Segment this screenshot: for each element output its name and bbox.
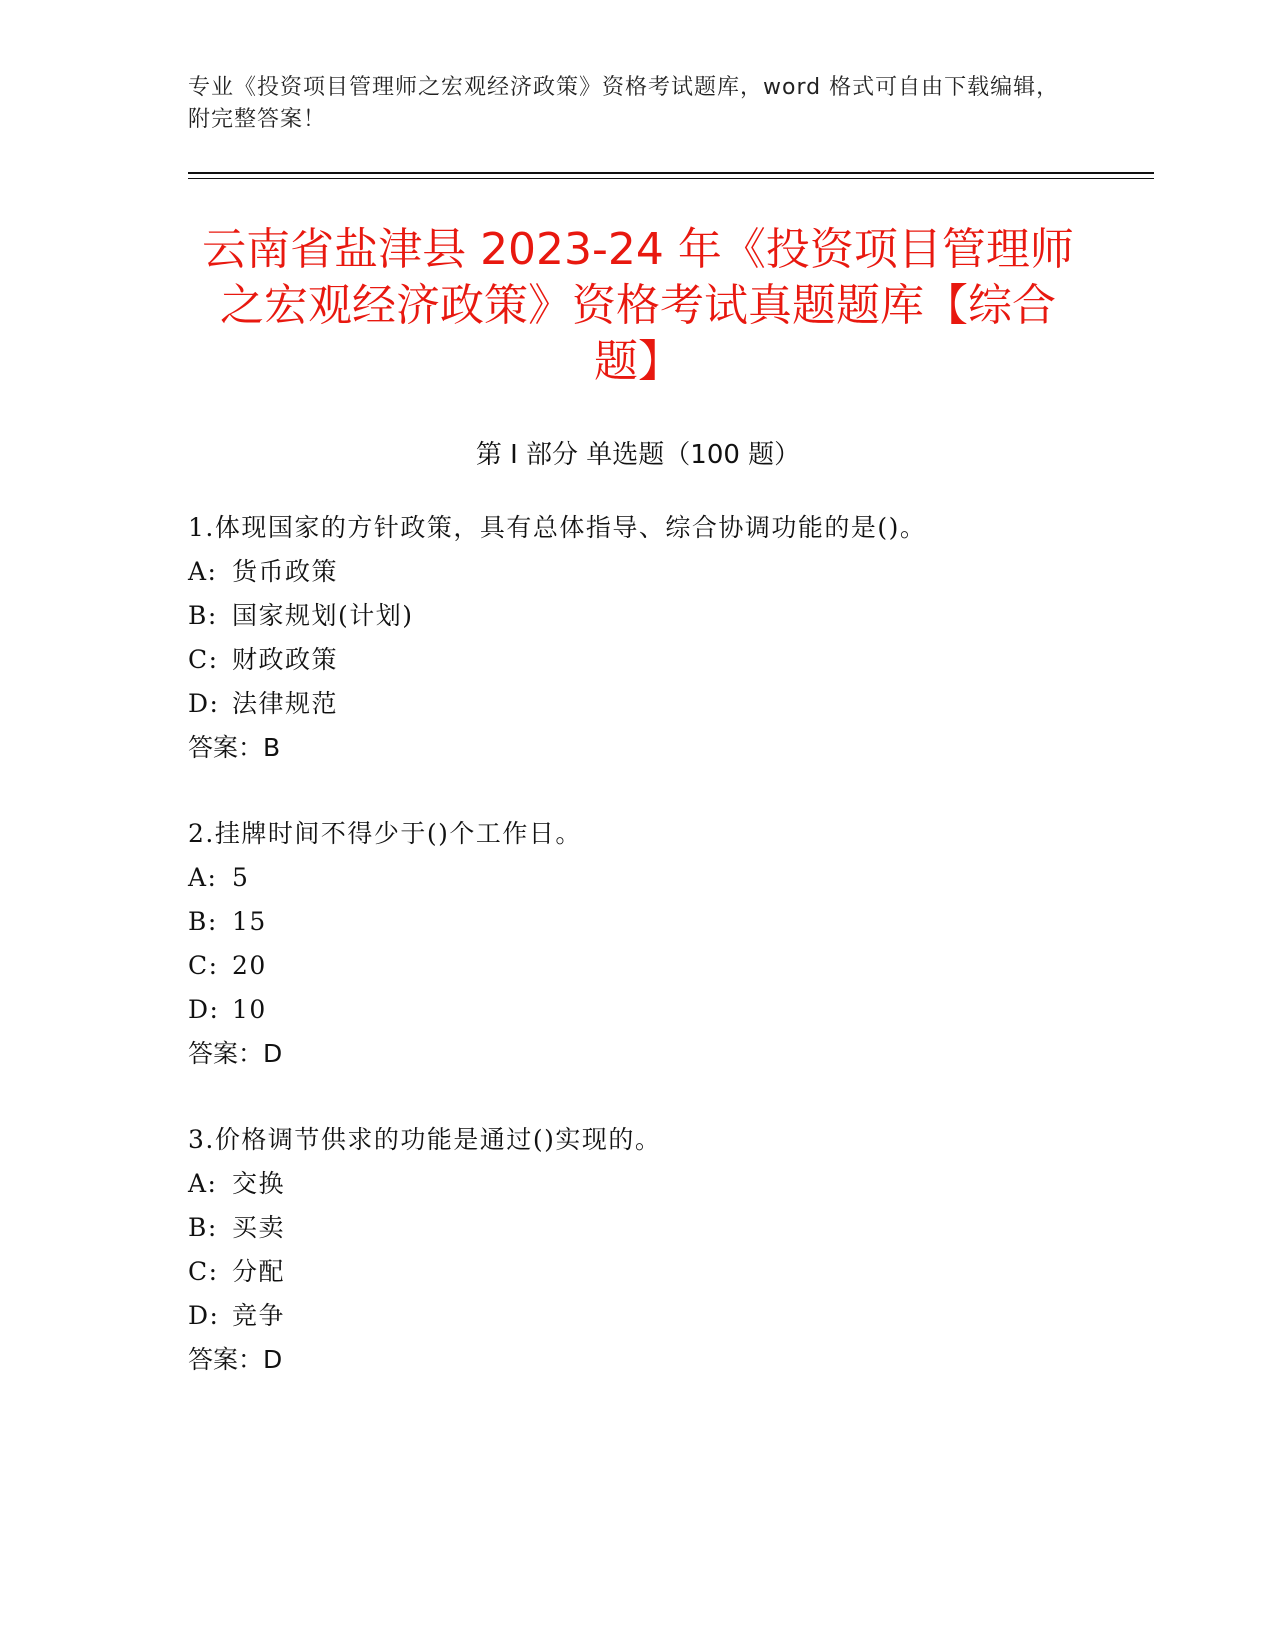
option-text: 15 [232, 907, 267, 936]
option-letter: D: [188, 1301, 220, 1330]
header-note: 专业《投资项目管理师之宏观经济政策》资格考试题库，word 格式可自由下载编辑，附完整答案！ [188, 75, 1060, 132]
option-letter: B: [188, 1213, 218, 1242]
question-option [188, 594, 1088, 638]
option-text: 5 [232, 863, 250, 892]
option-text: 20 [232, 951, 267, 980]
option-letter: A: [188, 863, 218, 892]
question-option [188, 1206, 1088, 1250]
option-letter: B: [188, 601, 218, 630]
option-letter: D: [188, 689, 220, 718]
option-text: 货币政策 [232, 557, 339, 586]
question-block [188, 1118, 1088, 1382]
question-option [188, 856, 1088, 900]
option-letter: C: [188, 1257, 219, 1286]
option-text: 买卖 [232, 1213, 286, 1242]
question-option [188, 638, 1088, 682]
option-letter: C: [188, 645, 219, 674]
question-option [188, 944, 1088, 988]
section-heading: 第 I 部分 单选题（100 题） [475, 440, 801, 470]
question-block [188, 506, 1088, 770]
option-text: 交换 [232, 1169, 286, 1198]
header-divider-thick [188, 172, 1154, 174]
option-letter: A: [188, 1169, 218, 1198]
question-answer: 答案：D [188, 1039, 283, 1068]
option-letter: B: [188, 907, 218, 936]
header-divider-thin [188, 178, 1154, 179]
option-text: 竞争 [232, 1301, 286, 1330]
option-text: 国家规划(计划) [232, 601, 414, 630]
question-answer: 答案：B [188, 733, 281, 762]
question-stem: 1.体现国家的方针政策，具有总体指导、综合协调功能的是()。 [188, 513, 927, 542]
question-option [188, 1162, 1088, 1206]
option-letter: D: [188, 995, 220, 1024]
option-letter: A: [188, 557, 218, 586]
question-stem: 2.挂牌时间不得少于()个工作日。 [188, 819, 582, 848]
question-option [188, 900, 1088, 944]
option-text: 财政政策 [232, 645, 339, 674]
option-text: 法律规范 [232, 689, 339, 718]
question-stem: 3.价格调节供求的功能是通过()实现的。 [188, 1125, 662, 1154]
question-option [188, 682, 1088, 726]
document-title: 云南省盐津县 2023-24 年《投资项目管理师之宏观经济政策》资格考试真题题库【综合题】 [202, 224, 1074, 387]
question-option [188, 1294, 1088, 1338]
question-option [188, 988, 1088, 1032]
option-letter: C: [188, 951, 219, 980]
question-block [188, 812, 1088, 1076]
question-option [188, 550, 1088, 594]
option-text: 分配 [232, 1257, 286, 1286]
option-text: 10 [232, 995, 267, 1024]
question-answer: 答案：D [188, 1345, 283, 1374]
question-option [188, 1250, 1088, 1294]
